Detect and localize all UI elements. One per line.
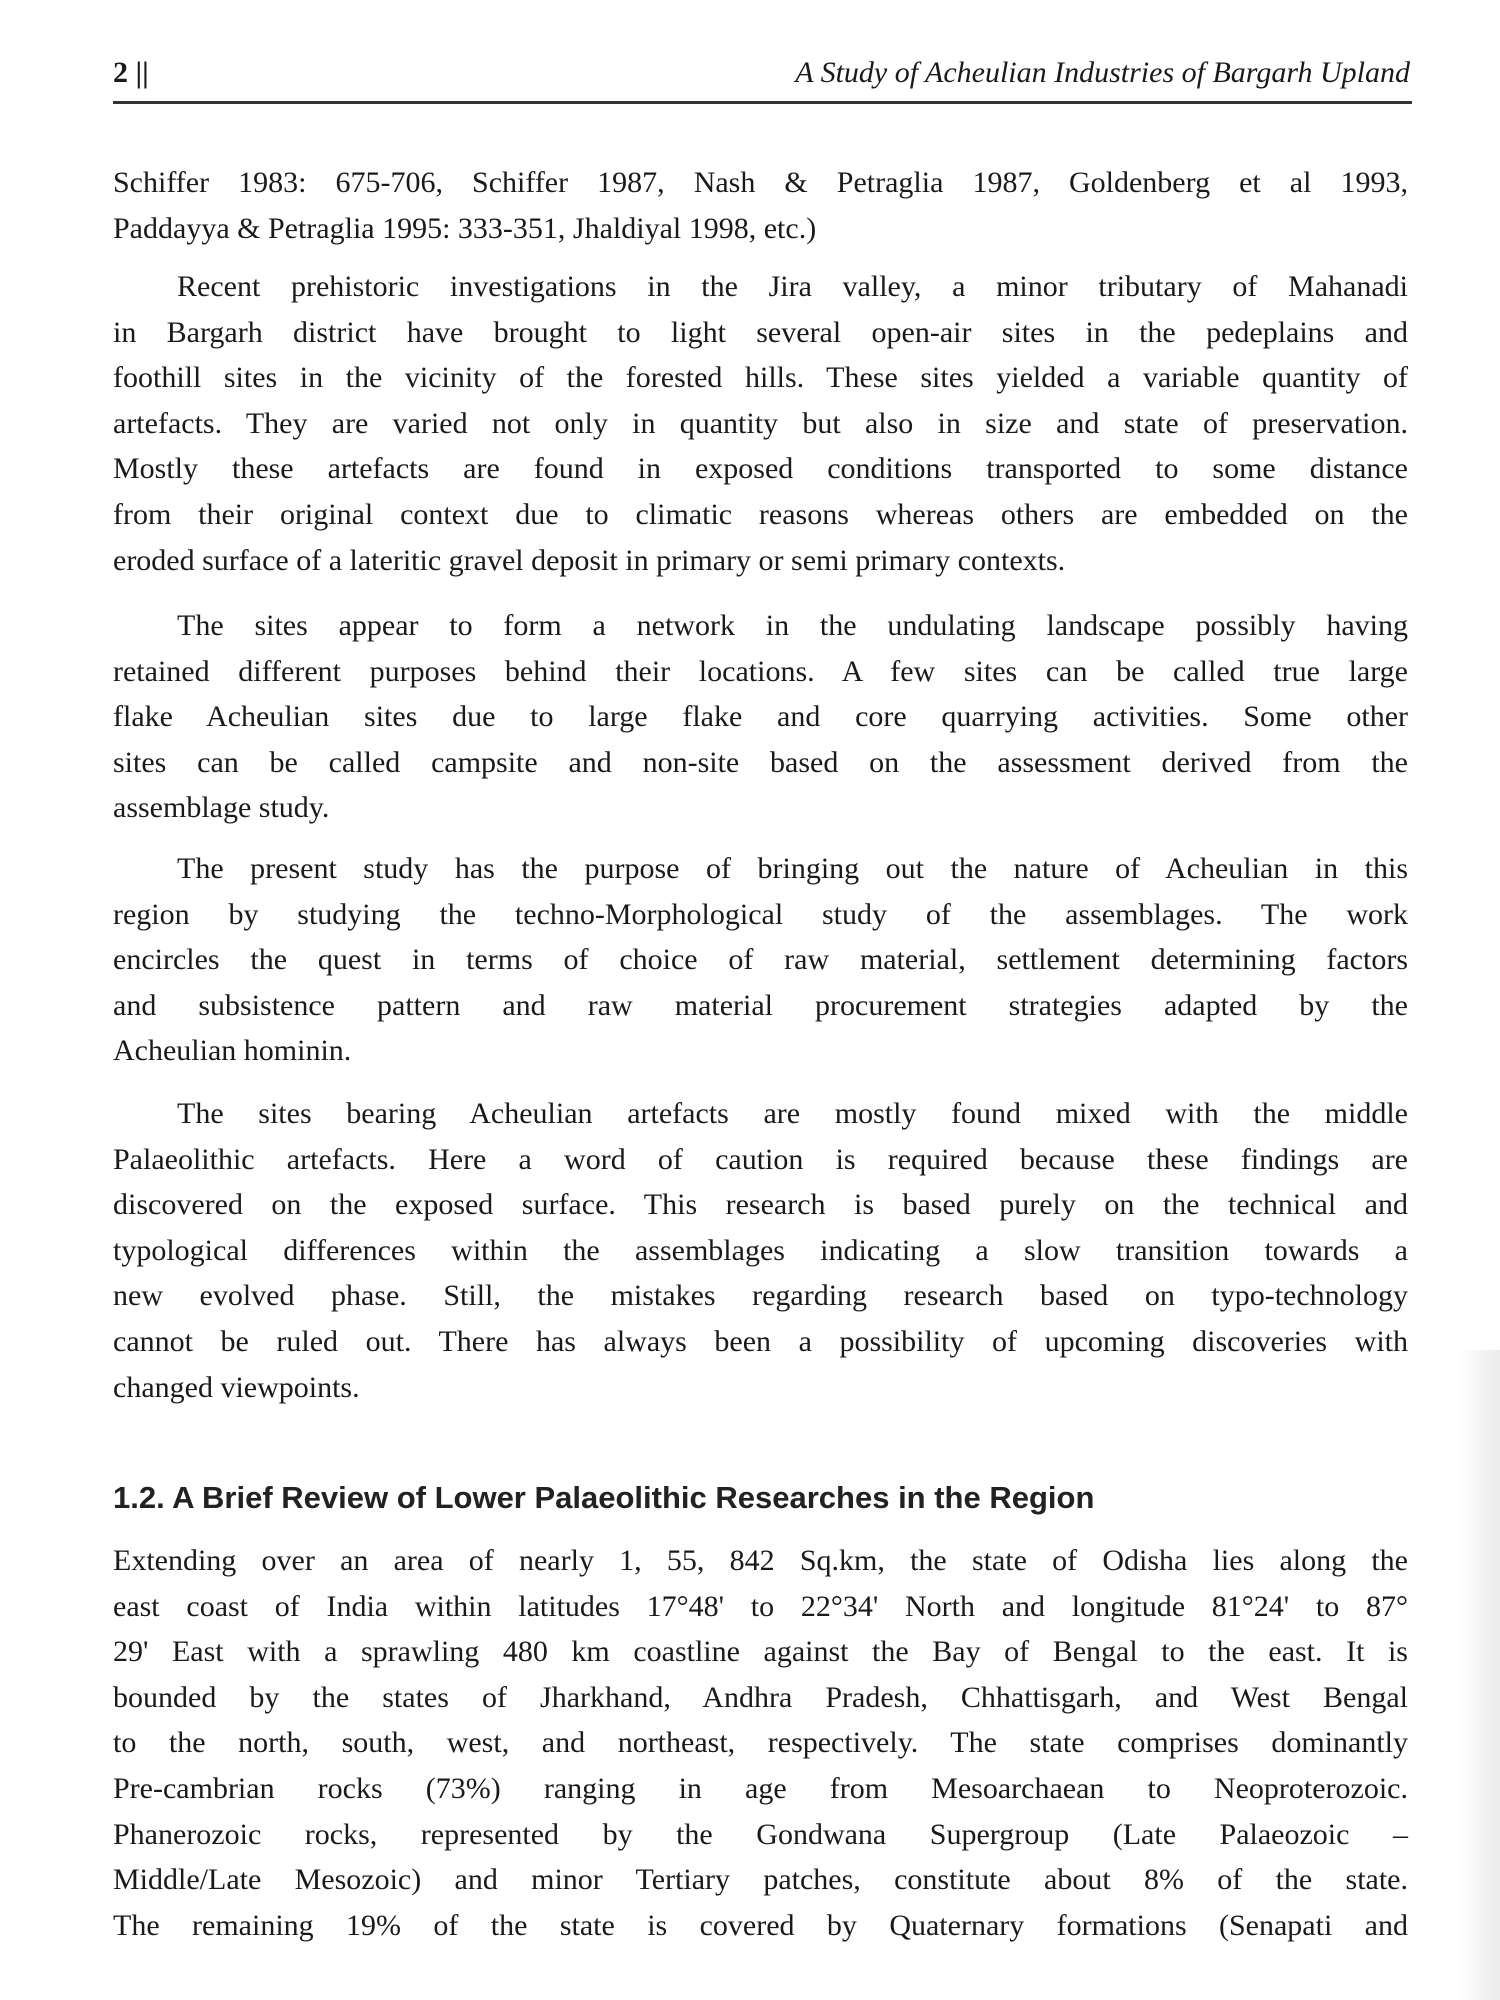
text-line: from their original context due to climatic reasons whereas others are embedded on the xyxy=(113,497,1408,531)
text-line: encircles the quest in terms of choice of raw material, settlement determining factors xyxy=(113,943,1408,977)
text-line: eroded surface of a lateritic gravel deposit in primary or semi primary contexts. xyxy=(113,543,1066,577)
text-line: typological differences within the assemblages indicating a slow transition towards a xyxy=(113,1233,1408,1267)
text-line: Mostly these artefacts are found in exposed conditions transported to some distance xyxy=(113,452,1408,486)
text-line: cannot be ruled out. There has always been a possibility of upcoming discoveries with xyxy=(113,1324,1408,1358)
text-line: assemblage study. xyxy=(113,791,330,825)
text-line: Middle/Late Mesozoic) and minor Tertiary patches, constitute about 8% of the state. xyxy=(113,1863,1408,1897)
text-line: east coast of India within latitudes 17°48' to 22°34' North and longitude 81°24' to 87° xyxy=(113,1589,1408,1623)
text-line: Extending over an area of nearly 1, 55, 842 Sq.km, the state of Odisha lies along the xyxy=(113,1544,1408,1577)
paragraph-site-network xyxy=(113,603,1408,831)
text-line: to the north, south, west, and northeast, respectively. The state comprises dominantly xyxy=(113,1726,1408,1760)
text-line: 29' East with a sprawling 480 km coastline against the Bay of Bengal to the east. It is xyxy=(113,1635,1408,1669)
text-line: discovered on the exposed surface. This research is based purely on the technical and xyxy=(113,1188,1408,1222)
paragraph-odisha-geology xyxy=(113,1538,1408,1948)
text-line: Acheulian hominin. xyxy=(113,1034,352,1068)
text-line: changed viewpoints. xyxy=(113,1370,360,1404)
text-line: Recent prehistoric investigations in the Jira valley, a minor tributary of Mahanadi xyxy=(177,270,1408,303)
text-line: flake Acheulian sites due to large flake and core quarrying activities. Some other xyxy=(113,700,1408,734)
text-line: region by studying the techno-Morphological study of the assemblages. The work xyxy=(113,897,1408,931)
text-line: retained different purposes behind their locations. A few sites can be called true large xyxy=(113,654,1408,688)
text-line: new evolved phase. Still, the mistakes regarding research based on typo-technology xyxy=(113,1279,1408,1313)
page-edge-shadow xyxy=(1460,1350,1500,2000)
paragraph-study-purpose xyxy=(113,846,1408,1074)
text-line: Pre-cambrian rocks (73%) ranging in age from Mesoarchaean to Neoproterozoic. xyxy=(113,1771,1408,1805)
running-title: A Study of Acheulian Industries of Bargarh Upland xyxy=(795,56,1410,89)
paragraph-citations xyxy=(113,160,1408,251)
text-line: The remaining 19% of the state is covered by Quaternary formations (Senapati and xyxy=(113,1908,1408,1942)
text-line: bounded by the states of Jharkhand, Andhra Pradesh, Chhattisgarh, and West Bengal xyxy=(113,1680,1408,1714)
paragraph-caution xyxy=(113,1091,1408,1410)
text-line: Paddayya & Petraglia 1995: 333-351, Jhaldiyal 1998, etc.) xyxy=(113,211,817,245)
text-line: Phanerozoic rocks, represented by the Gondwana Supergroup (Late Palaeozoic – xyxy=(113,1817,1408,1851)
text-line: The present study has the purpose of bringing out the nature of Acheulian in this xyxy=(177,852,1408,885)
text-line: Palaeolithic artefacts. Here a word of caution is required because these findings are xyxy=(113,1142,1408,1176)
text-line: Schiffer 1983: 675-706, Schiffer 1987, Nash & Petraglia 1987, Goldenberg et al 1993, xyxy=(113,166,1408,199)
paragraph-investigations xyxy=(113,264,1408,583)
text-line: artefacts. They are varied not only in quantity but also in size and state of preservation. xyxy=(113,406,1408,440)
text-line: and subsistence pattern and raw material procurement strategies adapted by the xyxy=(113,988,1408,1022)
section-heading: 1.2. A Brief Review of Lower Palaeolithic Researches in the Region xyxy=(113,1480,1095,1515)
text-line: in Bargarh district have brought to light several open-air sites in the pedeplains and xyxy=(113,315,1408,349)
text-line: The sites appear to form a network in the undulating landscape possibly having xyxy=(177,609,1408,642)
page-number: 2 || xyxy=(113,56,149,89)
text-line: sites can be called campsite and non-site based on the assessment derived from the xyxy=(113,745,1408,779)
text-line: foothill sites in the vicinity of the forested hills. These sites yielded a variable quantity of xyxy=(113,361,1408,395)
header-rule xyxy=(113,101,1412,104)
text-line: The sites bearing Acheulian artefacts are mostly found mixed with the middle xyxy=(177,1097,1408,1130)
